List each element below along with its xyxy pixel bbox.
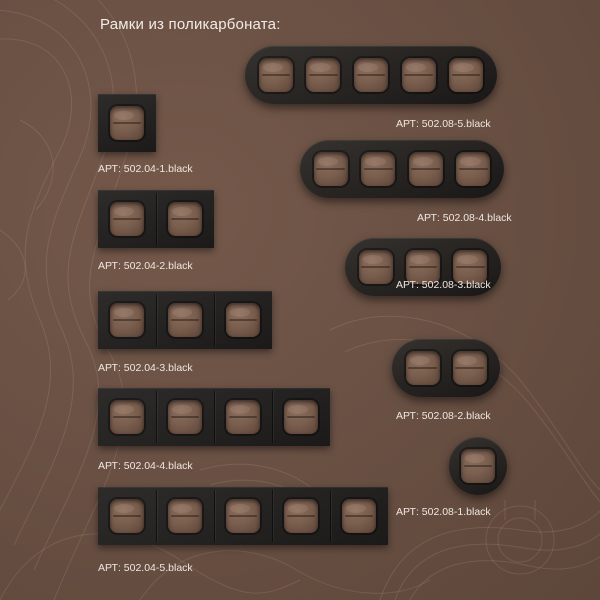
product-frame-502-04-4[interactable] <box>98 388 330 446</box>
socket-hole-icon <box>354 58 388 92</box>
socket-hole-icon <box>284 400 318 434</box>
socket-hole-icon <box>110 400 144 434</box>
article-label-502-08-2: АРТ: 502.08-2.black <box>396 410 491 422</box>
article-label-502-04-2: АРТ: 502.04-2.black <box>98 260 193 272</box>
socket-hole-icon <box>168 303 202 337</box>
socket-hole-icon <box>259 58 293 92</box>
product-frame-502-08-4[interactable] <box>300 140 504 198</box>
socket-cell <box>98 487 156 545</box>
product-frame-502-08-1[interactable] <box>449 437 507 495</box>
socket-hole-icon <box>409 152 443 186</box>
article-label-502-04-5: АРТ: 502.04-5.black <box>98 562 193 574</box>
socket-hole-icon <box>406 351 440 385</box>
article-label-502-04-4: АРТ: 502.04-4.black <box>98 460 193 472</box>
socket-hole-icon <box>110 499 144 533</box>
socket-cell <box>214 291 272 349</box>
product-frame-502-04-3[interactable] <box>98 291 272 349</box>
socket-hole-icon <box>284 499 318 533</box>
socket-cell <box>98 388 156 446</box>
page-title: Рамки из поликарбоната: <box>100 16 281 33</box>
product-frame-502-04-5[interactable] <box>98 487 388 545</box>
socket-cell <box>330 487 388 545</box>
socket-cell <box>98 291 156 349</box>
article-label-502-08-5: АРТ: 502.08-5.black <box>396 118 491 130</box>
frame-body <box>98 190 214 248</box>
frame-body <box>449 437 507 495</box>
frame-body <box>300 140 504 198</box>
socket-hole-icon <box>110 106 144 140</box>
socket-hole-icon <box>226 499 260 533</box>
socket-cell <box>156 291 214 349</box>
socket-hole-icon <box>456 152 490 186</box>
socket-hole-icon <box>110 303 144 337</box>
article-label-502-08-4: АРТ: 502.08-4.black <box>417 212 512 224</box>
socket-hole-icon <box>449 58 483 92</box>
socket-cell <box>156 388 214 446</box>
frame-body <box>98 388 330 446</box>
socket-hole-icon <box>402 58 436 92</box>
socket-cell <box>156 487 214 545</box>
socket-hole-icon <box>314 152 348 186</box>
socket-hole-icon <box>461 449 495 483</box>
frame-body <box>98 94 156 152</box>
socket-cell <box>98 94 156 152</box>
product-frame-502-08-5[interactable] <box>245 46 497 104</box>
socket-cell <box>98 190 156 248</box>
socket-hole-icon <box>168 400 202 434</box>
socket-hole-icon <box>226 400 260 434</box>
socket-cell <box>156 190 214 248</box>
article-label-502-04-1: АРТ: 502.04-1.black <box>98 163 193 175</box>
frame-body <box>245 46 497 104</box>
frame-body <box>98 487 388 545</box>
socket-cell <box>214 388 272 446</box>
socket-cell <box>214 487 272 545</box>
product-frame-502-04-1[interactable] <box>98 94 156 152</box>
socket-hole-icon <box>226 303 260 337</box>
socket-hole-icon <box>361 152 395 186</box>
article-label-502-08-3: АРТ: 502.08-3.black <box>396 279 491 291</box>
socket-hole-icon <box>342 499 376 533</box>
socket-cell <box>272 388 330 446</box>
socket-hole-icon <box>168 499 202 533</box>
article-label-502-08-1: АРТ: 502.08-1.black <box>396 506 491 518</box>
socket-hole-icon <box>453 351 487 385</box>
product-frame-502-08-2[interactable] <box>392 339 500 397</box>
socket-cell <box>272 487 330 545</box>
frame-body <box>392 339 500 397</box>
socket-hole-icon <box>168 202 202 236</box>
frame-body <box>98 291 272 349</box>
socket-hole-icon <box>306 58 340 92</box>
article-label-502-04-3: АРТ: 502.04-3.black <box>98 362 193 374</box>
socket-hole-icon <box>110 202 144 236</box>
socket-hole-icon <box>359 250 393 284</box>
product-frame-502-04-2[interactable] <box>98 190 214 248</box>
